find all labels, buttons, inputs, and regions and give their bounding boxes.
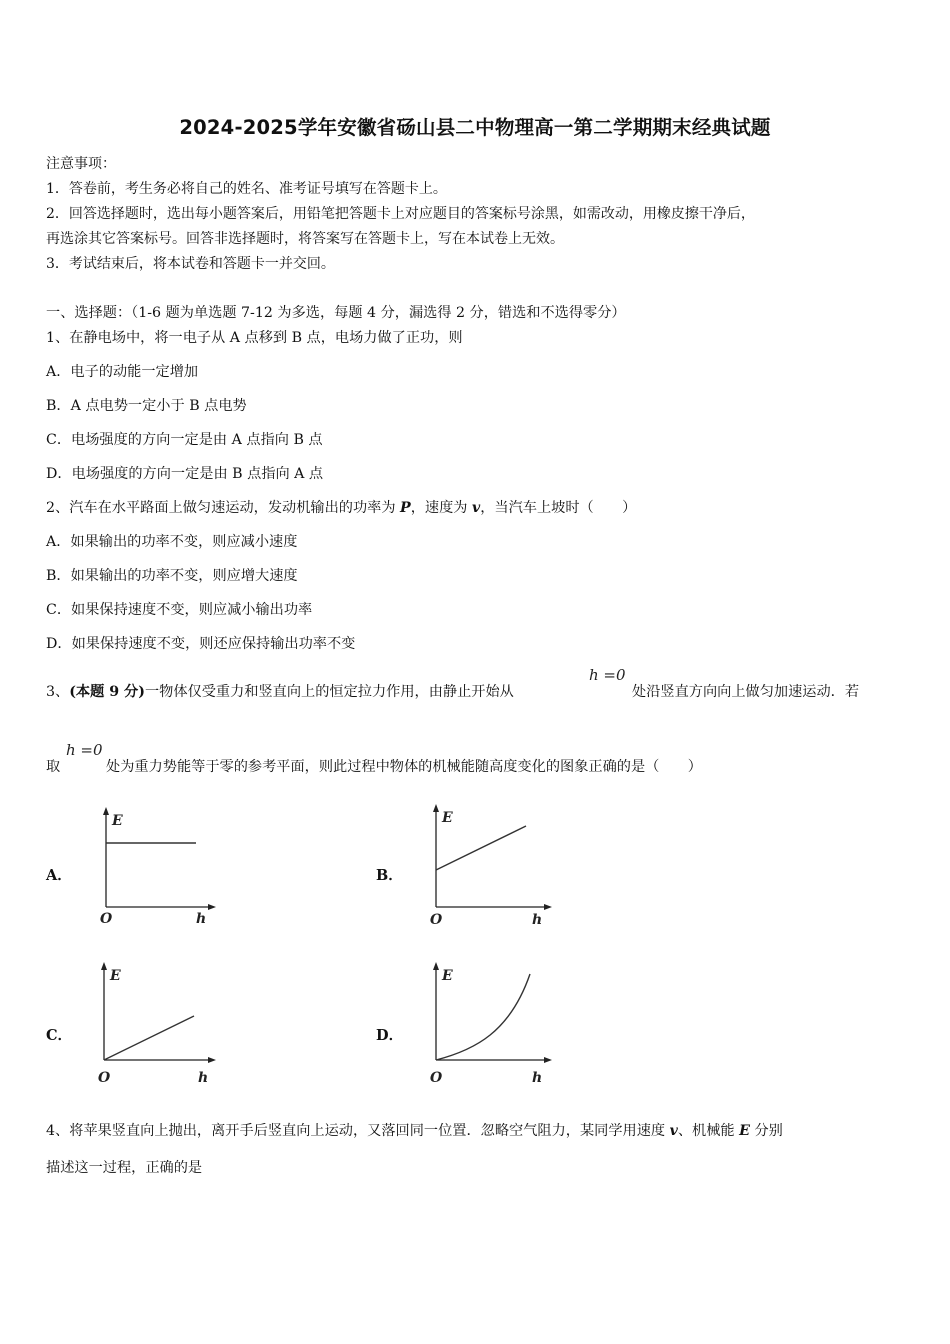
y-axis-label: E <box>442 968 453 984</box>
notice-item: 2．回答选择题时，选出每小题答案后，用铅笔把答题卡上对应题目的答案标号涂黑，如需改动，用橡皮擦干净后， <box>46 206 755 222</box>
notice-item: 1．答卷前，考生务必将自己的姓名、准考证号填写在答题卡上。 <box>46 181 447 197</box>
graph-a <box>90 805 220 930</box>
var-v: v <box>471 500 481 516</box>
graph-d-label: D． <box>376 1027 404 1044</box>
origin-label: O <box>430 912 443 928</box>
x-axis-label: h <box>532 912 543 928</box>
graph-b <box>420 802 560 930</box>
y-axis-arrow <box>103 807 109 815</box>
y-axis-label: E <box>442 810 453 826</box>
energy-line <box>436 826 526 870</box>
question-stem: 4、将苹果竖直向上抛出，离开手后竖直向上运动，又落回同一位置．忽略空气阻力，某同学用速度 v、机械能 E 分别 <box>46 1123 783 1139</box>
option-a: A．电子的动能一定增加 <box>46 364 199 380</box>
math-h-zero: h =0 <box>66 741 103 759</box>
section-heading: 一、选择题：（1-6 题为单选题 7-12 为多选，每题 4 分，漏选得 2 分，错选和不选得零分） <box>46 305 626 321</box>
notice-item: 3．考试结束后，将本试卷和答题卡一并交回。 <box>46 256 335 272</box>
question-stem-line2-cont: 处为重力势能等于零的参考平面，则此过程中物体的机械能随高度变化的图象正确的是（ ） <box>106 759 702 775</box>
question-stem-line2: 描述这一过程，正确的是 <box>46 1160 203 1176</box>
option-b: B．如果输出的功率不变，则应增大速度 <box>46 568 298 584</box>
notice-item: 再选涂其它答案标号。回答非选择题时，将答案写在答题卡上，写在本试卷上无效。 <box>46 231 564 247</box>
graph-b-label: B． <box>376 867 403 884</box>
graph-d <box>420 960 560 1088</box>
origin-label: O <box>430 1070 443 1086</box>
page-title: 2024-2025学年安徽省砀山县二中物理高一第二学期期末经典试题 <box>179 116 771 139</box>
option-d: D．电场强度的方向一定是由 B 点指向 A 点 <box>46 466 324 482</box>
question-stem-cont: 处沿竖直方向向上做匀加速运动．若 <box>632 684 860 700</box>
graph-c-label: C． <box>46 1027 73 1044</box>
y-axis-arrow <box>433 962 439 970</box>
option-c: C．如果保持速度不变，则应减小输出功率 <box>46 602 313 618</box>
origin-label: O <box>100 911 113 927</box>
var-e: E <box>739 1123 750 1139</box>
option-d: D．如果保持速度不变，则还应保持输出功率不变 <box>46 636 356 652</box>
option-a: A．如果输出的功率不变，则应减小速度 <box>46 534 298 550</box>
notice-heading: 注意事项： <box>46 156 116 172</box>
option-b: B．A 点电势一定小于 B 点电势 <box>46 398 247 414</box>
var-v: v <box>669 1123 678 1139</box>
x-axis-arrow <box>208 904 216 910</box>
x-axis-arrow <box>208 1057 216 1063</box>
y-axis-arrow <box>101 962 107 970</box>
question-stem: 2、汽车在水平路面上做匀速运动，发动机输出的功率为 P，速度为 v，当汽车上坡时（ ） <box>46 500 637 516</box>
y-axis-label: E <box>112 813 123 829</box>
option-c: C．电场强度的方向一定是由 A 点指向 B 点 <box>46 432 323 448</box>
x-axis-label: h <box>196 911 207 927</box>
x-axis-arrow <box>544 904 552 910</box>
x-axis-arrow <box>544 1057 552 1063</box>
x-axis-label: h <box>198 1070 209 1086</box>
y-axis-arrow <box>433 804 439 812</box>
question-stem: 3、(本题 9 分)一物体仅受重力和竖直向上的恒定拉力作用，由静止开始从 <box>46 684 514 700</box>
energy-line <box>104 1016 194 1060</box>
x-axis-label: h <box>532 1070 543 1086</box>
question-stem-line2: 取 <box>46 759 61 775</box>
graph-c <box>88 960 223 1088</box>
math-h-zero: h =0 <box>589 666 626 684</box>
energy-curve <box>436 974 530 1060</box>
question-stem: 1、在静电场中，将一电子从 A 点移到 B 点，电场力做了正功，则 <box>46 330 463 346</box>
origin-label: O <box>98 1070 111 1086</box>
y-axis-label: E <box>110 968 121 984</box>
graph-a-label: A． <box>46 867 72 884</box>
var-p: P <box>400 500 411 516</box>
